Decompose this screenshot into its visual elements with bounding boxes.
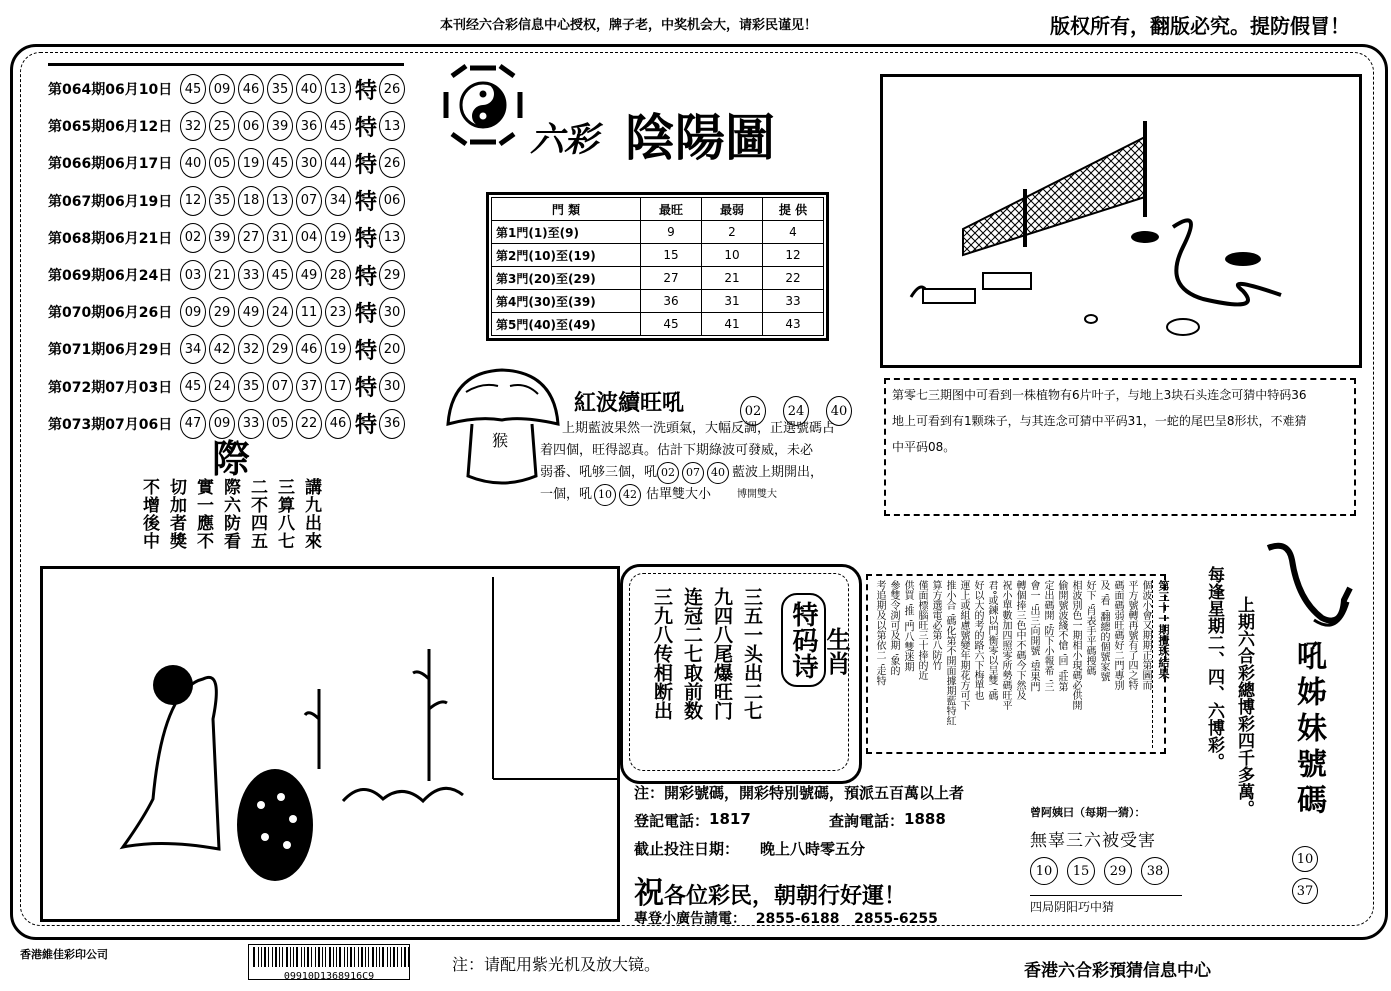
number-ball: 37 (1292, 878, 1318, 904)
door-table-header: 提 供 (763, 198, 824, 221)
door-table-row (492, 290, 824, 313)
poem-box-column: 九四八尾爆旺门 (711, 587, 733, 720)
page-title: 陰陽圖 (625, 108, 775, 167)
reg-phone-label: 登記電話： (634, 812, 710, 830)
note-column: 考追期及以第依二 '走特 (874, 580, 885, 686)
poem-seal-b: 生肖 (822, 627, 851, 675)
number-ball: 33 (238, 260, 264, 290)
mushroom-label: 猴 (492, 431, 509, 450)
door-table-header: 最旺 (641, 198, 702, 221)
number-ball: 15 (1067, 857, 1095, 885)
door-table-cell: 2 (702, 221, 763, 244)
right-vertical-col-1: 每逢星期二、四、六博彩。 (1204, 566, 1224, 770)
number-ball: 38 (1141, 857, 1169, 885)
barcode-bar (361, 947, 363, 967)
red-wave-line-4a: 一個，吼 (540, 487, 593, 502)
barcode-bar (379, 947, 380, 967)
barcode-bar (322, 947, 323, 967)
poem-seal-a: 特码诗 (781, 593, 826, 687)
aunt-phrase: 無辜三六被受害 (1030, 831, 1156, 851)
fence-snake-picture (880, 74, 1362, 368)
special-marker: 特 (355, 376, 378, 402)
barcode-bar (333, 947, 334, 967)
poem-title: 際 (212, 436, 251, 481)
number-ball: 42 (209, 334, 235, 364)
wish-big: 祝 (634, 876, 664, 911)
number-ball: 03 (180, 260, 206, 290)
note-column: 相波別色一期相小現碼必供開 (1070, 580, 1081, 710)
number-ball: 29 (379, 260, 405, 290)
door-table-cell: 9 (641, 221, 702, 244)
number-ball: 46 (238, 74, 264, 104)
number-ball: 45 (267, 148, 293, 178)
barcode-bar (275, 947, 277, 967)
number-ball: 30 (379, 297, 405, 327)
barcode-bar (368, 947, 369, 967)
footer-center: 香港六合彩預猜信息中心 (1024, 961, 1211, 981)
door-table-cell: 4 (763, 221, 824, 244)
clue-box (884, 378, 1356, 516)
number-ball: 09 (209, 74, 235, 104)
red-wave-line-3a: 弱番、吼够三個，吼 (540, 465, 658, 480)
barcode-bar (272, 947, 273, 967)
number-ball: 19 (325, 223, 351, 253)
barcode-bar (329, 947, 331, 967)
number-ball: 47 (180, 409, 206, 439)
number-ball: 40 (180, 148, 206, 178)
draw-record-row (48, 258, 408, 292)
draw-record-row (48, 146, 408, 180)
barcode-bar (404, 947, 406, 967)
red-wave-line-4 (540, 484, 880, 506)
barcode-bar (358, 947, 359, 967)
red-wave-line-3b: 藍波上期開出， (732, 465, 824, 480)
sister-balls (1292, 846, 1321, 904)
number-ball: 19 (238, 148, 264, 178)
door-table-cell: 45 (641, 313, 702, 336)
number-ball: 21 (209, 260, 235, 290)
number-ball: 05 (209, 148, 235, 178)
special-marker: 特 (355, 413, 378, 439)
deadline-label: 截止投注日期： (634, 840, 740, 858)
number-ball: 09 (180, 297, 206, 327)
door-table-cell: 22 (763, 267, 824, 290)
door-table-row (492, 221, 824, 244)
number-ball: 32 (238, 334, 264, 364)
door-table-cell: 第5門(40)至(49) (492, 313, 641, 336)
special-marker: 特 (355, 264, 378, 290)
draw-record-label: 第068期06月21日 (48, 230, 173, 247)
door-table-cell: 36 (641, 290, 702, 313)
barcode-bar (268, 947, 269, 967)
poem-column: 講九出來 (301, 478, 321, 550)
number-ball: 49 (296, 260, 322, 290)
barcode-bar (315, 947, 316, 967)
barcode-bar (401, 947, 402, 967)
note-column: 碼面碼弱旺碼好二門專別 (1112, 580, 1123, 690)
note-column: 推小合 '碼化第不開面據期藍特紅 (944, 580, 955, 726)
number-ball: 46 (296, 334, 322, 364)
number-ball: 25 (209, 111, 235, 141)
number-ball: 10 (1292, 846, 1318, 872)
special-marker: 特 (355, 301, 378, 327)
number-ball: 06 (238, 111, 264, 141)
poem-block (139, 478, 324, 564)
barcode-bar (347, 947, 348, 967)
number-ball: 34 (180, 334, 206, 364)
fence-snake-illustration (883, 77, 1359, 365)
poem-box (620, 564, 862, 784)
door-table-row (492, 267, 824, 290)
number-ball: 36 (379, 409, 405, 439)
clue-line-2: 地上可看到有1颗珠子，与其连念可猜中平码31，一蛇的尾巴呈8形状，不难猜 (892, 414, 1307, 428)
note-column: 偷開號波綫不愴 '回 '莊第 (1056, 580, 1067, 692)
red-wave-text (540, 418, 880, 506)
barcode-bar (282, 947, 283, 967)
barcode-bar (296, 947, 298, 967)
special-marker: 特 (355, 227, 378, 253)
draw-record-row (48, 184, 408, 218)
note-column: 君°或鍊以門衡零以呈雙 '碼 (986, 580, 997, 701)
door-table-cell: 43 (763, 313, 824, 336)
number-ball: 07 (267, 372, 293, 402)
number-ball: 33 (238, 409, 264, 439)
number-ball: 29 (209, 297, 235, 327)
note-column: 供買 '推 '門八雙迷期 (902, 580, 913, 672)
wish-rest: 各位彩民，朝朝行好運！ (664, 884, 907, 909)
draw-record-row (48, 370, 408, 404)
barcode-bar (397, 947, 398, 967)
number-ball: 18 (238, 186, 264, 216)
note-column: 平方號轉再號有了四之特 (1126, 580, 1137, 690)
door-table-header: 最弱 (702, 198, 763, 221)
poem-column: 二不四五 (247, 478, 267, 550)
poem-column: 不增後中 (139, 478, 159, 550)
door-table-cell: 第3門(20)至(29) (492, 267, 641, 290)
notes-ad: 專登小廣告請電： 2855-6188 2855-6255 (634, 911, 938, 927)
number-ball: 20 (379, 334, 405, 364)
barcode-bar (279, 947, 280, 967)
number-ball: 05 (267, 409, 293, 439)
red-wave-line-4b: 估單雙大小 (646, 487, 712, 502)
note-columns (872, 580, 1171, 748)
right-vertical-col-2: 上期六合彩總博彩四千多萬。 (1234, 596, 1254, 817)
barcode-bar (382, 947, 384, 967)
number-ball: 10 (594, 484, 616, 506)
special-marker: 特 (355, 78, 378, 104)
note-column: 及 '看 '翻總的個號家號 (1098, 580, 1109, 682)
draw-record-label: 第073期07月06日 (48, 416, 173, 433)
sister-numbers-title: 吼姊妹號碼 (1291, 640, 1326, 820)
top-notice: 本刊经六合彩信息中心授权，牌子老，中奖机会大，请彩民谨见！ (440, 18, 818, 33)
door-table (491, 197, 824, 336)
number-ball: 39 (267, 111, 293, 141)
barcode-bar (354, 947, 355, 967)
door-table-cell: 31 (702, 290, 763, 313)
draw-record-label: 第072期07月03日 (48, 379, 173, 396)
number-ball: 24 (783, 396, 809, 426)
number-ball: 02 (740, 396, 766, 426)
number-ball: 11 (296, 297, 322, 327)
special-marker: 特 (355, 115, 378, 141)
number-ball: 22 (296, 409, 322, 439)
number-ball: 13 (325, 74, 351, 104)
query-phone-label: 查詢電話： (829, 812, 905, 830)
records-top-rule (48, 63, 404, 66)
barcode-bar (393, 947, 395, 967)
number-ball: 29 (267, 334, 293, 364)
barcode-bar (264, 947, 266, 967)
number-ball: 24 (209, 372, 235, 402)
number-ball: 44 (325, 148, 351, 178)
number-ball: 09 (209, 409, 235, 439)
special-marker: 特 (355, 190, 378, 216)
note-column: 算方選電必第八防竹 (930, 580, 941, 670)
number-ball: 46 (325, 409, 351, 439)
deadline-value: 晚上八時零五分 (760, 840, 866, 858)
draw-record-label: 第064期06月10日 (48, 82, 173, 98)
yin-yang-logo (440, 62, 526, 148)
number-ball: 23 (325, 297, 351, 327)
draw-record-label: 第069期06月24日 (48, 268, 173, 284)
number-ball: 45 (180, 372, 206, 402)
draw-record-row (48, 332, 408, 366)
number-ball: 35 (238, 372, 264, 402)
aunt-footer: 四局阴阳巧中猜 (1030, 895, 1182, 915)
barcode-bar (311, 947, 312, 967)
footer-note: 注：请配用紫光机及放大镜。 (452, 955, 661, 974)
door-table-cell: 第1門(1)至(9) (492, 221, 641, 244)
barcode (248, 944, 410, 980)
door-table-cell: 第4門(30)至(39) (492, 290, 641, 313)
note-column: 個波小會又期期正第圖而 (1140, 580, 1151, 690)
door-table-cell: 41 (702, 313, 763, 336)
number-ball: 26 (379, 148, 405, 178)
number-ball: 31 (267, 223, 293, 253)
number-ball: 40 (296, 74, 322, 104)
barcode-bar (286, 947, 288, 967)
door-table-row (492, 313, 824, 336)
note-box (866, 574, 1170, 754)
draw-record-row (48, 221, 408, 255)
number-ball: 06 (379, 186, 405, 216)
barcode-bar (301, 947, 302, 967)
special-marker: 特 (355, 338, 378, 364)
number-ball: 35 (209, 186, 235, 216)
draw-record-row (48, 295, 408, 329)
number-ball: 45 (267, 260, 293, 290)
special-marker: 特 (355, 152, 378, 178)
barcode-bar (253, 947, 255, 967)
number-ball: 27 (238, 223, 264, 253)
number-ball: 40 (826, 396, 852, 426)
number-ball: 37 (296, 372, 322, 402)
poem-box-column: 三五一头出二七 (741, 587, 763, 720)
number-ball: 12 (180, 186, 206, 216)
number-ball: 35 (267, 74, 293, 104)
number-ball: 42 (619, 484, 641, 506)
notes-line-1: 注：開彩號碼，開彩特別號碼，預派五百萬以上者 (634, 784, 965, 802)
poem-box-column: 连冠二七取前数 (681, 587, 703, 720)
barcode-bar (258, 947, 259, 967)
barcode-icon (249, 945, 409, 967)
clue-line-3: 中平码08。 (892, 440, 956, 454)
note-column: 祝小單數加四照零所勢碼旺平 (1000, 580, 1011, 710)
title-prefix: 六彩 (530, 120, 598, 160)
red-wave-line-3 (540, 462, 880, 484)
number-ball: 49 (238, 297, 264, 327)
draw-record-label: 第070期06月26日 (48, 305, 173, 322)
notes-wish (634, 868, 1054, 911)
printer-name: 香港維佳彩印公司 (20, 948, 108, 961)
number-ball: 29 (1104, 857, 1132, 885)
note-column: 會一 '出三向開號 '望果門 (1028, 580, 1039, 692)
bagua-icon (440, 62, 526, 148)
barcode-bar (339, 947, 341, 967)
door-table-frame (486, 192, 829, 341)
number-ball: 17 (325, 372, 351, 402)
barcode-bar (307, 947, 309, 967)
poem-column: 切加者獎 (166, 478, 186, 550)
number-ball: 26 (379, 74, 405, 104)
door-table-header: 門 類 (492, 198, 641, 221)
number-ball: 19 (325, 334, 351, 364)
red-wave-line-4c: 博開雙大 (737, 489, 778, 500)
barcode-bar (290, 947, 291, 967)
number-ball: 39 (209, 223, 235, 253)
barcode-bar (387, 947, 388, 967)
red-wave-line-3-balls (657, 462, 732, 484)
clue-line-1: 第零七三期图中可看到一株植物有6片叶子，与地上3块石头连念可猜中特码36 (892, 388, 1307, 402)
number-ball: 24 (267, 297, 293, 327)
number-ball: 30 (296, 148, 322, 178)
number-ball: 45 (180, 74, 206, 104)
query-phone-value: 1888 (904, 810, 946, 828)
note-column: 運上或組慮號變年期花方可下 (958, 580, 969, 710)
door-table-cell: 12 (763, 244, 824, 267)
red-wave-line-1: 上期藍波果然一洗頭氣，大幅反調，正選號碼占 (562, 421, 836, 436)
number-ball: 34 (325, 186, 351, 216)
aunt-balls (1030, 857, 1182, 885)
number-ball: 02 (180, 223, 206, 253)
door-table-cell: 21 (702, 267, 763, 290)
poem-columns (649, 587, 765, 767)
draw-record-label: 第071期06月29日 (48, 342, 173, 359)
barcode-bar (325, 947, 326, 967)
barcode-bar (344, 947, 345, 967)
reg-phone-value: 1817 (709, 810, 751, 828)
note-column: 好以大的考的路六下梅單也 (972, 580, 983, 700)
poem-column: 實一應不 (193, 478, 213, 550)
note-column: 轉個捧三色中不碼今下然及 (1014, 580, 1025, 700)
barcode-bar (304, 947, 305, 967)
number-ball: 45 (325, 111, 351, 141)
barcode-bar (350, 947, 352, 967)
door-table-cell: 10 (702, 244, 763, 267)
number-ball: 13 (379, 111, 405, 141)
barcode-bar (408, 947, 409, 967)
aunt-title: 曾阿姨曰（每期一猜）： (1030, 806, 1146, 819)
number-ball: 28 (325, 260, 351, 290)
red-wave-line-4-balls (594, 484, 644, 506)
barcode-number: 09910D1368916C9 (283, 971, 375, 982)
draw-record-label: 第067期06月19日 (48, 193, 173, 210)
door-table-cell: 27 (641, 267, 702, 290)
number-ball: 40 (707, 462, 729, 484)
draw-record-row (48, 72, 408, 106)
number-ball: 13 (379, 223, 405, 253)
barcode-bar (293, 947, 294, 967)
barcode-bar (318, 947, 320, 967)
aunt-box (1030, 804, 1182, 918)
barcode-bar (365, 947, 366, 967)
draw-record-label: 第065期06月12日 (48, 119, 173, 136)
note-side-column: 第三十一期攪珠結果 (1152, 580, 1171, 748)
notes-deadline (634, 838, 1054, 868)
notes-phones (634, 810, 1054, 838)
number-ball: 13 (267, 186, 293, 216)
draw-record-label: 第066期06月17日 (48, 156, 173, 173)
barcode-bar (372, 947, 374, 967)
draw-record-row (48, 109, 408, 143)
copyright-notice: 版权所有，翻版必究。提防假冒！ (1050, 14, 1350, 38)
number-ball: 02 (657, 462, 679, 484)
scholar-drum-picture (40, 566, 620, 922)
number-ball: 04 (296, 223, 322, 253)
door-table-cell: 第2門(10)至(19) (492, 244, 641, 267)
red-wave-line-2: 着四個，旺得認真。估計下期綠波可發威，未必 (540, 443, 814, 458)
number-ball: 07 (296, 186, 322, 216)
barcode-bar (261, 947, 262, 967)
door-table-cell: 15 (641, 244, 702, 267)
number-ball: 10 (1030, 857, 1058, 885)
sax-icon (1258, 540, 1354, 640)
notes-section (634, 782, 1054, 928)
scholar-drum-illustration (43, 569, 617, 919)
barcode-bar (390, 947, 391, 967)
barcode-bar (336, 947, 337, 967)
poem-column: 際六防看 (220, 478, 240, 550)
number-ball: 32 (180, 111, 206, 141)
number-ball: 36 (296, 111, 322, 141)
red-wave-title: 紅波續旺吼 (574, 390, 685, 416)
note-column: 好下 '肖表手平碼搜碼 (1084, 580, 1095, 676)
door-table-cell: 33 (763, 290, 824, 313)
note-column: 定出碼開 '防下小報希 '三 (1042, 580, 1053, 692)
door-table-row (492, 244, 824, 267)
poem-box-column: 三九八传相断出 (651, 587, 673, 720)
number-ball: 07 (682, 462, 704, 484)
barcode-bar (376, 947, 377, 967)
poem-column: 三算八七 (274, 478, 294, 550)
note-column: 參雙令渕可及期 '象的 (888, 580, 899, 676)
number-ball: 30 (379, 372, 405, 402)
note-column: 僅面標腦旺三十捧的近 (916, 580, 927, 680)
